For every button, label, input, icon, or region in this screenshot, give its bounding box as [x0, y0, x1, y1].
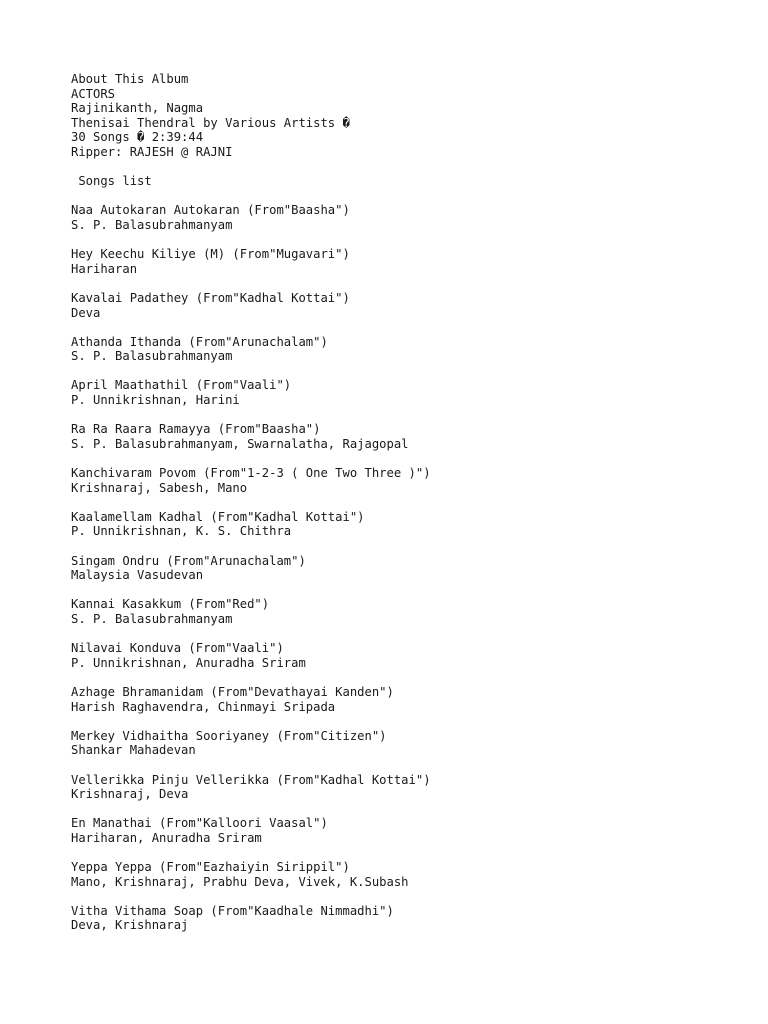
song-item	[71, 904, 751, 933]
song-artists: S. P. Balasubrahmanyam	[71, 217, 233, 232]
song-item	[71, 729, 751, 758]
song-title: Kanchivaram Povom (From"1-2-3 ( One Two Three )")	[71, 466, 431, 481]
album-title-line: Thenisai Thendral by Various Artists �	[71, 115, 350, 130]
song-item	[71, 816, 751, 845]
song-title: Merkey Vidhaitha Sooriyaney (From"Citizen")	[71, 728, 387, 743]
actors-value: Rajinikanth, Nagma	[71, 101, 204, 116]
album-header	[71, 72, 751, 160]
song-item	[71, 378, 751, 407]
song-title: Ra Ra Raara Ramayya (From"Baasha")	[71, 422, 321, 437]
song-title: Hey Keechu Kiliye (M) (From"Mugavari")	[71, 247, 350, 262]
song-artists: P. Unnikrishnan, K. S. Chithra	[71, 524, 292, 539]
song-artists: P. Unnikrishnan, Harini	[71, 393, 240, 408]
song-item	[71, 422, 751, 451]
song-title: Azhage Bhramanidam (From"Devathayai Kanden")	[71, 684, 394, 699]
spacer	[71, 189, 751, 204]
song-artists: S. P. Balasubrahmanyam, Swarnalatha, Rajagopal	[71, 436, 409, 451]
song-artists: Malaysia Vasudevan	[71, 568, 204, 583]
song-item	[71, 510, 751, 539]
song-title: Vellerikka Pinju Vellerikka (From"Kadhal Kottai")	[71, 772, 431, 787]
song-artists: Shankar Mahadevan	[71, 743, 196, 758]
spacer	[71, 160, 751, 175]
song-item	[71, 860, 751, 889]
song-title: April Maathathil (From"Vaali")	[71, 378, 292, 393]
song-title: Naa Autokaran Autokaran (From"Baasha")	[71, 203, 350, 218]
song-artists: Hariharan, Anuradha Sriram	[71, 830, 262, 845]
actors-label: ACTORS	[71, 86, 116, 101]
song-title: Kavalai Padathey (From"Kadhal Kottai")	[71, 290, 350, 305]
song-artists: Krishnaraj, Deva	[71, 787, 189, 802]
song-title: Kannai Kasakkum (From"Red")	[71, 597, 270, 612]
song-item	[71, 773, 751, 802]
song-artists: P. Unnikrishnan, Anuradha Sriram	[71, 655, 306, 670]
song-list	[71, 203, 751, 933]
song-artists: Mano, Krishnaraj, Prabhu Deva, Vivek, K.Subash	[71, 874, 409, 889]
song-artists: Krishnaraj, Sabesh, Mano	[71, 480, 248, 495]
album-document	[71, 72, 751, 948]
song-item	[71, 685, 751, 714]
song-title: Kaalamellam Kadhal (From"Kadhal Kottai")	[71, 509, 365, 524]
album-meta-line: 30 Songs � 2:39:44	[71, 130, 204, 145]
song-item	[71, 466, 751, 495]
song-title: Athanda Ithanda (From"Arunachalam")	[71, 334, 328, 349]
song-artists: S. P. Balasubrahmanyam	[71, 349, 233, 364]
song-title: Singam Ondru (From"Arunachalam")	[71, 553, 306, 568]
song-title: Vitha Vithama Soap (From"Kaadhale Nimmadhi")	[71, 903, 394, 918]
song-artists: Harish Raghavendra, Chinmayi Sripada	[71, 699, 336, 714]
song-title: Nilavai Konduva (From"Vaali")	[71, 641, 284, 656]
song-item	[71, 203, 751, 232]
ripper-line: Ripper: RAJESH @ RAJNI	[71, 144, 233, 159]
song-item	[71, 597, 751, 626]
song-title: En Manathai (From"Kalloori Vaasal")	[71, 816, 328, 831]
song-item	[71, 335, 751, 364]
song-item	[71, 641, 751, 670]
song-item	[71, 247, 751, 276]
song-title: Yeppa Yeppa (From"Eazhaiyin Sirippil")	[71, 860, 350, 875]
song-artists: S. P. Balasubrahmanyam	[71, 611, 233, 626]
song-artists: Hariharan	[71, 261, 138, 276]
song-artists: Deva, Krishnaraj	[71, 918, 189, 933]
song-item	[71, 291, 751, 320]
about-heading: About This Album	[71, 72, 189, 86]
songs-list-heading: Songs list	[71, 174, 152, 189]
song-item	[71, 554, 751, 583]
song-artists: Deva	[71, 305, 101, 320]
